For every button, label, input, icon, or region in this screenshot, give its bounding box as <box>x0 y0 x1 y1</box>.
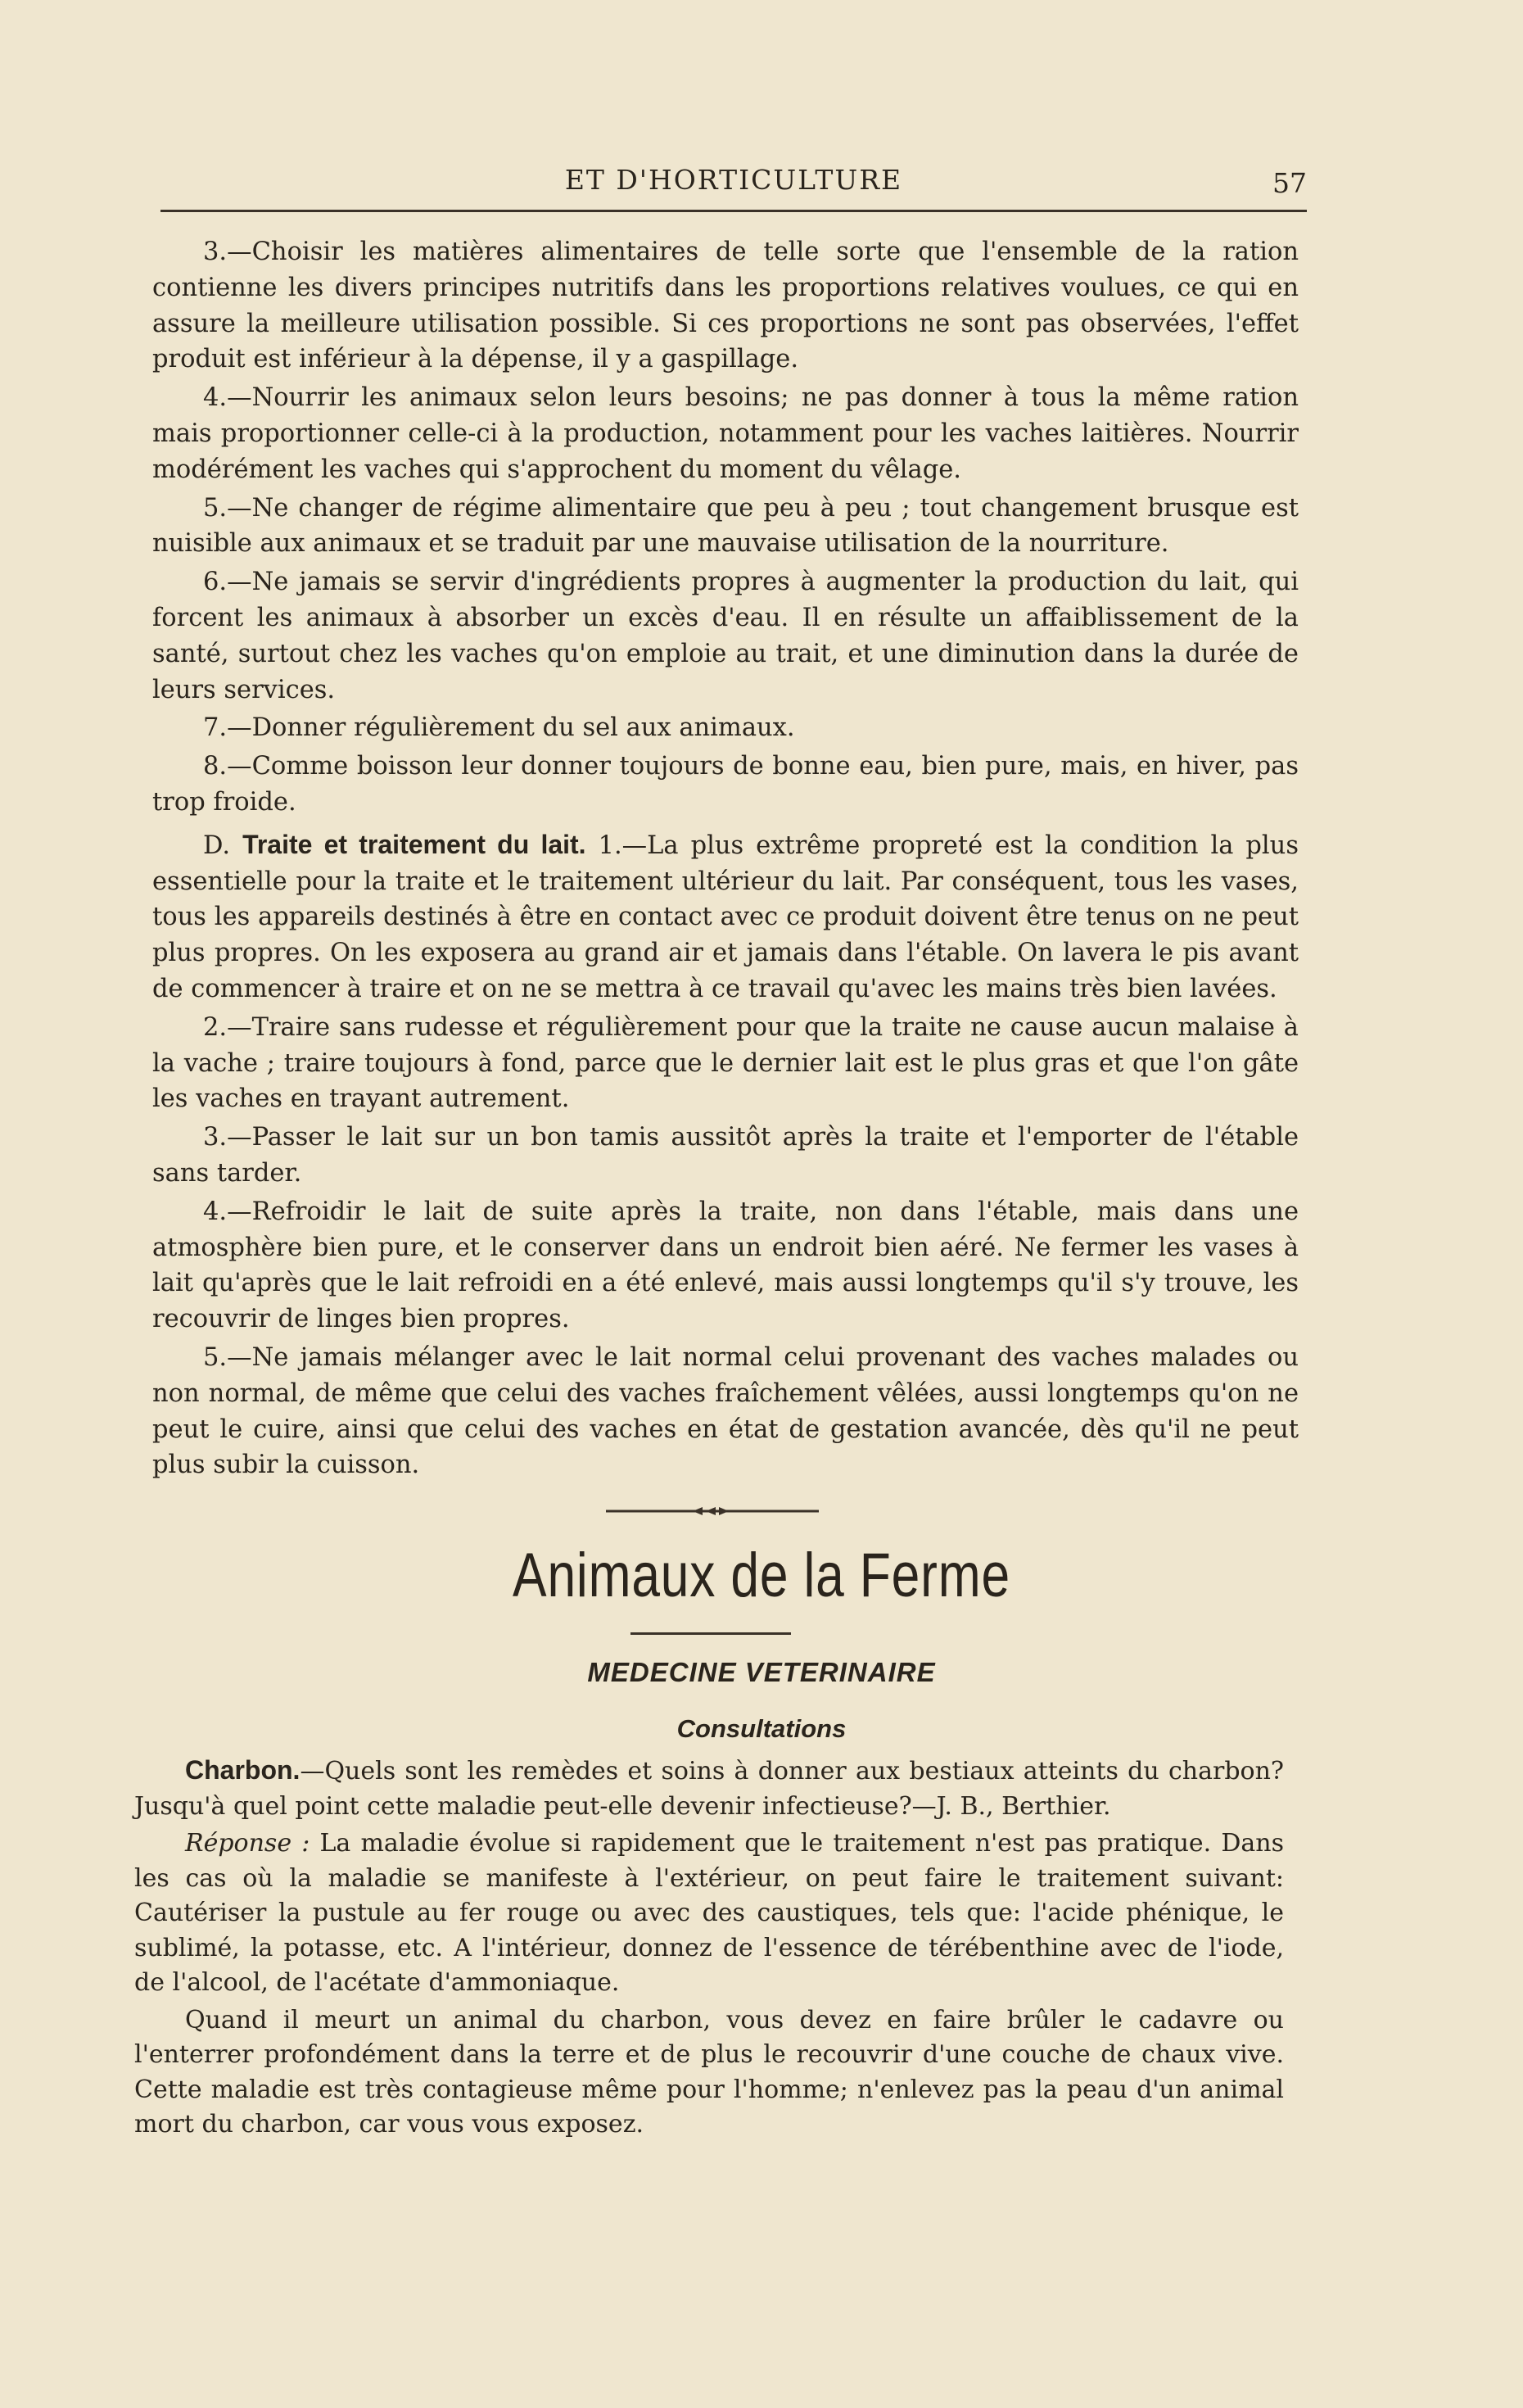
section-title: Animaux de la Ferme <box>513 1541 1010 1610</box>
answer-text: La maladie évolue si rapidement que le traitement n'est pas pratique. Dans les cas où la maladie se manifeste à l'extérieur, on peut faire le traitement suivant: Cautériser la pustule au fer rouge ou avec des caustiques, tels que: l'acide phénique, le sublimé, la potasse, etc. A l'intérieur, donnez de l'essence de térébenthine avec de l'iode, de l'alcool, de l'acétate d'ammoniaque. <box>134 1829 1284 1997</box>
section-d-label: D. <box>203 831 231 860</box>
article-body <box>152 234 1299 1486</box>
page-number: 57 <box>1272 167 1307 199</box>
question-text: —Quels sont les remèdes et soins à donner aux bestiaux atteints du charbon? Jusqu'à quel point cette maladie peut-elle devenir infectieuse?—J. B., Berthier. <box>134 1757 1284 1821</box>
paragraph-5: 5.—Ne changer de régime alimentaire que peu à peu ; tout changement brusque est nuisible aux animaux et se traduit par une mauvaise utilisation de la nourriture. <box>152 493 1299 559</box>
paragraph-6: 6.—Ne jamais se servir d'ingrédients propres à augmenter la production du lait, qui forcent les animaux à absorber un excès d'eau. Il en résulte un affaiblissement de la santé, surtout chez les vaches qu'on emploie au trait, et une diminution dans la durée de leurs services. <box>152 568 1299 704</box>
paragraph-4: 4.—Nourrir les animaux selon leurs besoins; ne pas donner à tous la même ration mais proportionner celle-ci à la production, notamment pour les vaches laitières. Nourrir modérément les vaches qui s'approchent du moment du vêlage. <box>152 383 1299 484</box>
paragraph-3: 3.—Choisir les matières alimentaires de telle sorte que l'ensemble de la ration contienne les divers principes nutritifs dans les proportions relatives voulues, ce qui en assure la meilleure utilisation possible. Si ces proportions ne sont pas observées, l'effet produit est inférieur à la dépense, il y a gaspillage. <box>152 238 1299 374</box>
consultation-answer <box>134 1826 1284 2001</box>
paragraph-d5: 5.—Ne jamais mélanger avec le lait normal celui provenant des vaches malades ou non normal, de même que celui des vaches fraîchement vêlées, aussi longtemps qu'on ne peut le cuire, ainsi que celui des vaches en état de gestation avancée, dès qu'il ne peut plus subir la cuisson. <box>152 1342 1299 1480</box>
ornament-divider <box>606 1505 819 1517</box>
running-title: ET D'HORTICULTURE <box>564 164 903 196</box>
paragraph-d4: 4.—Refroidir le lait de suite après la traite, non dans l'étable, mais dans une atmosphère bien pure, et le conserver dans un endroit bien aéré. Ne fermer les vases à lait qu'après que le lait refroidi en a été enlevé, mais aussi longtemps qu'il s'y trouve, les recouvrir de linges bien propres. <box>152 1197 1299 1334</box>
paragraph-d2: 2.—Traire sans rudesse et régulièrement pour que la traite ne cause aucun malaise à la vache ; traire toujours à fond, parce que le dernier lait est le plus gras et que l'on gâte les vaches en trayant autrement. <box>152 1012 1299 1114</box>
paragraph-d3: 3.—Passer le lait sur un bon tamis aussitôt après la traite et l'emporter de l'étable sans tarder. <box>152 1123 1299 1188</box>
running-header <box>160 161 1307 212</box>
paragraph-8: 8.—Comme boisson leur donner toujours de bonne eau, bien pure, mais, en hiver, pas trop froide. <box>152 752 1299 817</box>
section-d-text: 1.—La plus extrême propreté est la condition la plus essentielle pour la traite et le traitement ultérieur du lait. Par conséquent, tous les vases, tous les appareils destinés à être en contact avec ce produit doivent être tenus on ne peut plus propres. On les exposera au grand air et jamais dans l'étable. On lavera le pis avant de commencer à traire et on ne se mettra à ce travail qu'avec les mains très bien lavées. <box>152 831 1299 1003</box>
section-d-heading: Traite et traitement du lait. <box>242 829 586 859</box>
consultation-followup: Quand il meurt un animal du charbon, vous devez en faire brûler le cadavre ou l'enterrer profondément dans la terre et de plus le recouvrir d'une couche de chaux vive. Cette maladie est très contagieuse même pour l'homme; n'enlevez pas la peau d'un animal mort du charbon, car vous vous exposez. <box>134 2005 1284 2139</box>
consultation-question <box>134 1753 1284 1824</box>
answer-label: Réponse : <box>185 1829 310 1858</box>
subsection-title: MEDECINE VETERINAIRE <box>587 1657 936 1687</box>
paragraph-7: 7.—Donner régulièrement du sel aux animaux. <box>203 713 795 743</box>
section-d-paragraph <box>152 827 1299 1007</box>
question-label: Charbon. <box>185 1755 301 1785</box>
title-rule <box>630 1632 791 1635</box>
consultation-block <box>134 1753 1284 2145</box>
subsection-subtitle: Consultations <box>676 1714 847 1743</box>
